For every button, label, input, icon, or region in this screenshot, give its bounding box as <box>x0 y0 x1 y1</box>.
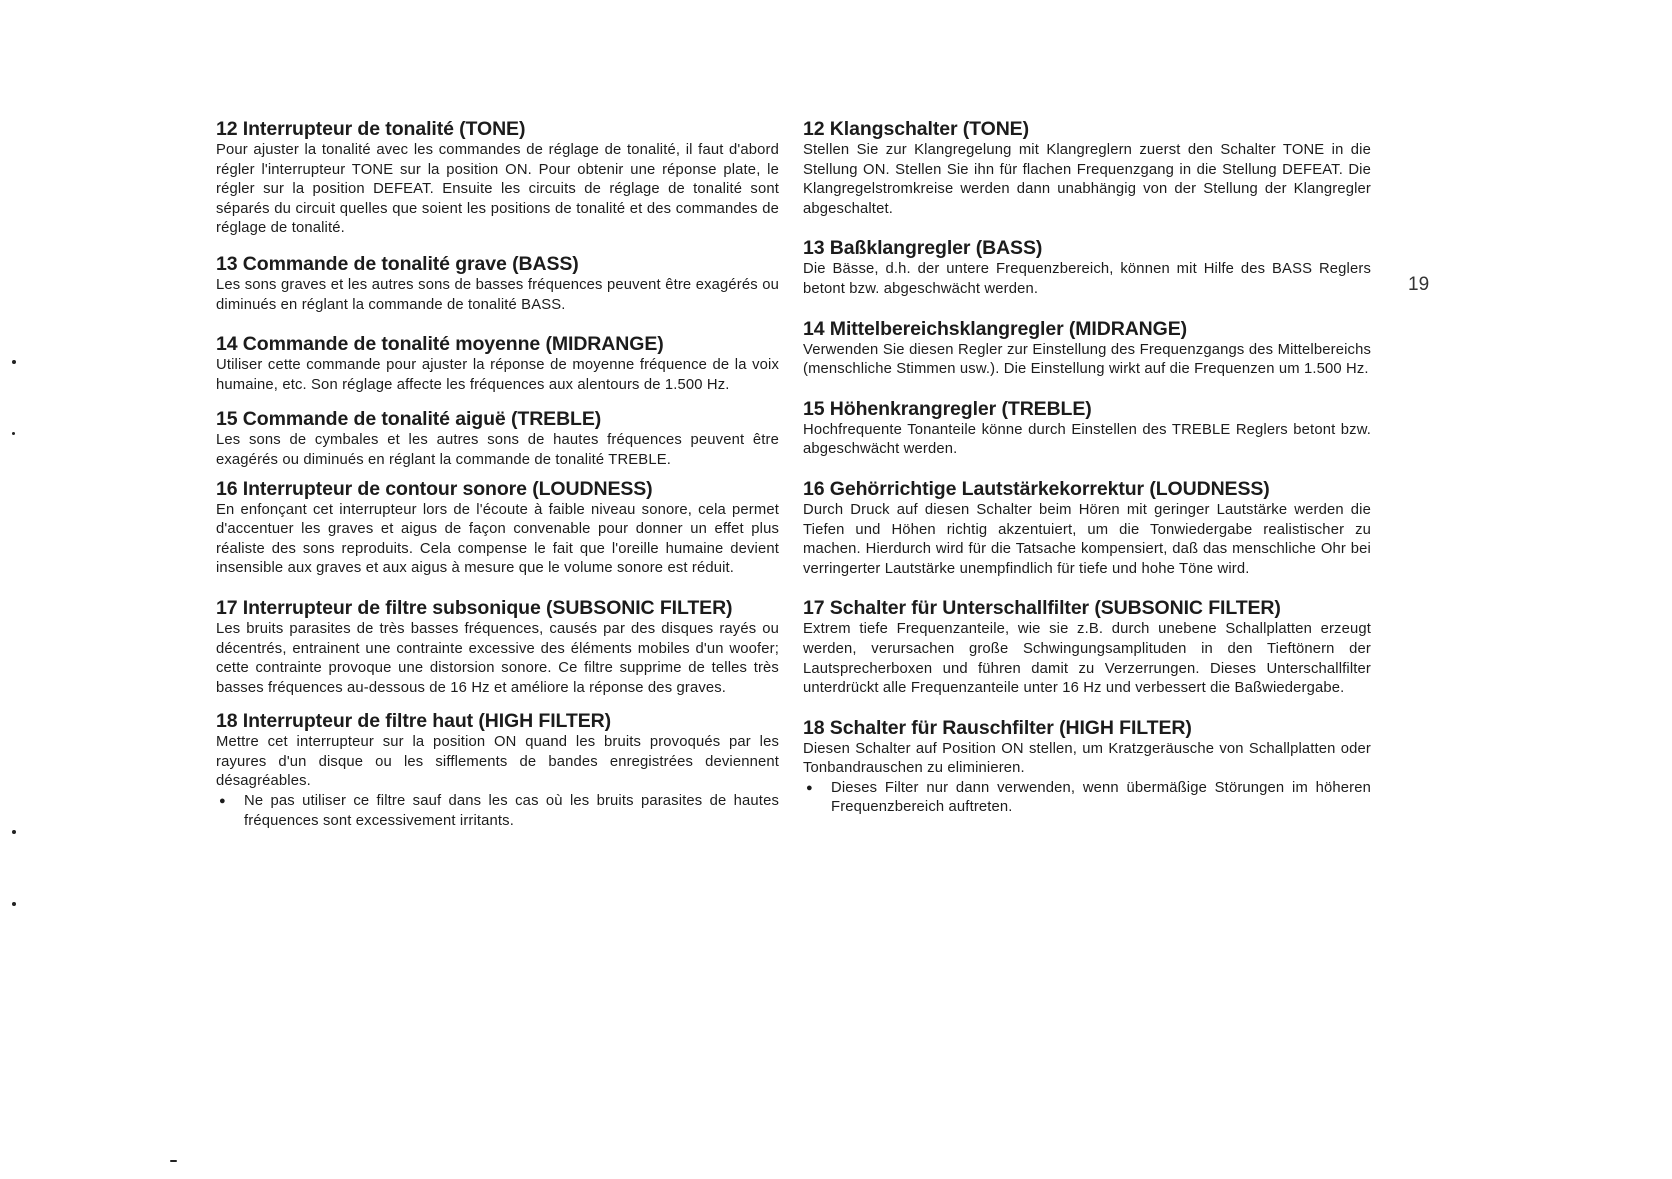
de-section-18-high-filter <box>803 717 1371 818</box>
fr-section-17-subsonic-filter <box>216 597 779 698</box>
de-section-12-tone <box>803 118 1371 219</box>
section-heading: 16 Gehörrichtige Lautstärkekorrektur (LOUDNESS) <box>803 477 1270 500</box>
section-heading: 13 Baßklangregler (BASS) <box>803 237 1043 260</box>
bullet-item: ● Dieses Filter nur dann verwenden, wenn übermäßige Störungen im höheren Frequenzbereich auftreten. <box>803 779 1371 818</box>
de-section-16-loudness <box>803 478 1371 579</box>
section-heading: 15 Commande de tonalité aiguë (TREBLE) <box>216 408 602 431</box>
fr-section-12-tone <box>216 118 779 239</box>
section-body: Utiliser cette commande pour ajuster la réponse de moyenne fréquence de la voix humaine, etc. Son réglage affecte les fréquences aux alentours de 1.500 Hz. <box>216 357 779 393</box>
section-heading: 12 Klangschalter (TONE) <box>803 118 1029 140</box>
fr-section-15-treble <box>216 408 779 470</box>
section-body: Les sons de cymbales et les autres sons de hautes fréquences peuvent être exagérés ou diminués en réglant la commande de tonalité TREBLE. <box>216 432 779 468</box>
section-body: Durch Druck auf diesen Schalter beim Hören mit geringer Lautstärke werden die Tiefen und Höhen richtig akzentuiert, um die Tonwiedergabe realistischer zu machen. Hierdurch wird für die Tatsache kompensiert, daß das menschliche Ohr bei verringerter Lautstärke unempfindlich für tiefe und hohe Töne wird. <box>803 501 1371 577</box>
german-column <box>803 118 1371 818</box>
fr-section-16-loudness <box>216 478 779 579</box>
section-heading: 15 Höhenkrangregler (TREBLE) <box>803 397 1092 420</box>
section-body: Hochfrequente Tonanteile könne durch Einstellen des TREBLE Reglers betont bzw. abgeschwächt werden. <box>803 421 1371 458</box>
french-column <box>216 118 779 831</box>
section-heading: 16 Interrupteur de contour sonore (LOUDNESS) <box>216 477 653 500</box>
scan-speck <box>12 830 16 834</box>
page-number: 19 <box>1408 274 1430 295</box>
de-section-13-bass <box>803 237 1371 299</box>
section-body: Mettre cet interrupteur sur la position ON quand les bruits provoqués par les rayures d'un disque ou les sifflements de bandes enregistrées deviennent désagréables. <box>216 734 779 790</box>
bullet-item: ● Ne pas utiliser ce filtre sauf dans les cas où les bruits parasites de hautes fréquences sont excessivement irritants. <box>216 792 779 831</box>
de-section-17-subsonic-filter <box>803 597 1371 698</box>
section-heading: 18 Schalter für Rauschfilter (HIGH FILTER) <box>803 716 1192 739</box>
section-heading: 12 Interrupteur de tonalité (TONE) <box>216 118 526 140</box>
fr-section-13-bass <box>216 253 779 315</box>
scan-speck <box>12 432 15 435</box>
fr-section-18-high-filter <box>216 710 779 831</box>
section-body: Les bruits parasites de très basses fréquences, causés par des disques rayés ou décentrés, entrainent une contrainte excessive des éléments mobiles d'un woofer; cette contrainte provoque une distorsion sonore. Ce filtre supprime de telles très basses fréquences au-dessous de 16 Hz et améliore la réponse des graves. <box>216 620 779 696</box>
section-heading: 18 Interrupteur de filtre haut (HIGH FILTER) <box>216 710 612 733</box>
de-section-14-midrange <box>803 318 1371 380</box>
section-body: Pour ajuster la tonalité avec les commandes de réglage de tonalité, il faut d'abord régler l'interrupteur TONE sur la position ON. Pour obtenir une réponse plate, le régler sur la position DEFEAT. Ensuite les circuits de réglage de tonalité sont séparés du circuit quelles que soient les positions de tonalité et des commandes de réglage de tonalité. <box>216 142 779 237</box>
section-heading: 17 Interrupteur de filtre subsonique (SUBSONIC FILTER) <box>216 596 733 619</box>
bullet-list <box>216 792 779 831</box>
section-heading: 13 Commande de tonalité grave (BASS) <box>216 252 579 275</box>
section-body: Die Bässe, d.h. der untere Frequenzbereich, können mit Hilfe des BASS Reglers betont bzw. abgeschwächt werden. <box>803 261 1371 297</box>
de-section-15-treble <box>803 398 1371 460</box>
section-heading: 17 Schalter für Unterschallfilter (SUBSONIC FILTER) <box>803 597 1281 620</box>
bullet-list <box>803 779 1371 818</box>
section-body: Les sons graves et les autres sons de basses fréquences peuvent être exagérés ou diminués en réglant la commande de tonalité BASS. <box>216 276 779 313</box>
section-body: Extrem tiefe Frequenzanteile, wie sie z.B. durch unebene Schallplatten erzeugt werden, verursachen große Schwingungsamplituden in den Tieftönern der Lautsprecherboxen und führen damit zu Verzerrungen. Dieses Unterschallfilter unterdrückt alle Frequenzanteile unter 16 Hz und verbessert die Baßwiedergabe. <box>803 621 1371 697</box>
fr-section-14-midrange <box>216 333 779 395</box>
scan-speck <box>12 360 16 364</box>
section-body: En enfonçant cet interrupteur lors de l'écoute à faible niveau sonore, cela permet d'accentuer les graves et aigus de façon convenable pour donner un effet plus réaliste des sons reproduits. Cela compense le fait que l'oreille humaine devient insensible aux graves et aux aigus à mesure que le volume sonore est réduit. <box>216 501 779 577</box>
scan-speck <box>12 902 16 906</box>
section-body: Diesen Schalter auf Position ON stellen, um Kratzgeräusche von Schallplatten oder Tonbandrauschen zu eliminieren. <box>803 740 1371 777</box>
section-body: Stellen Sie zur Klangregelung mit Klangreglern zuerst den Schalter TONE in die Stellung ON. Stellen Sie ihn für flachen Frequenzgang in die Stellung DEFEAT. Die Klangregelstromkreise werden dann unabhängig von der Stellung der Klangregler abgeschaltet. <box>803 142 1371 217</box>
section-body: Verwenden Sie diesen Regler zur Einstellung des Frequenzgangs des Mittelbereichs (menschliche Stimmen usw.). Die Einstellung wirkt auf die Frequenzen um 1.500 Hz. <box>803 341 1371 378</box>
section-heading: 14 Commande de tonalité moyenne (MIDRANGE) <box>216 333 664 356</box>
section-heading: 14 Mittelbereichsklangregler (MIDRANGE) <box>803 317 1188 340</box>
scan-speck <box>170 1160 177 1162</box>
